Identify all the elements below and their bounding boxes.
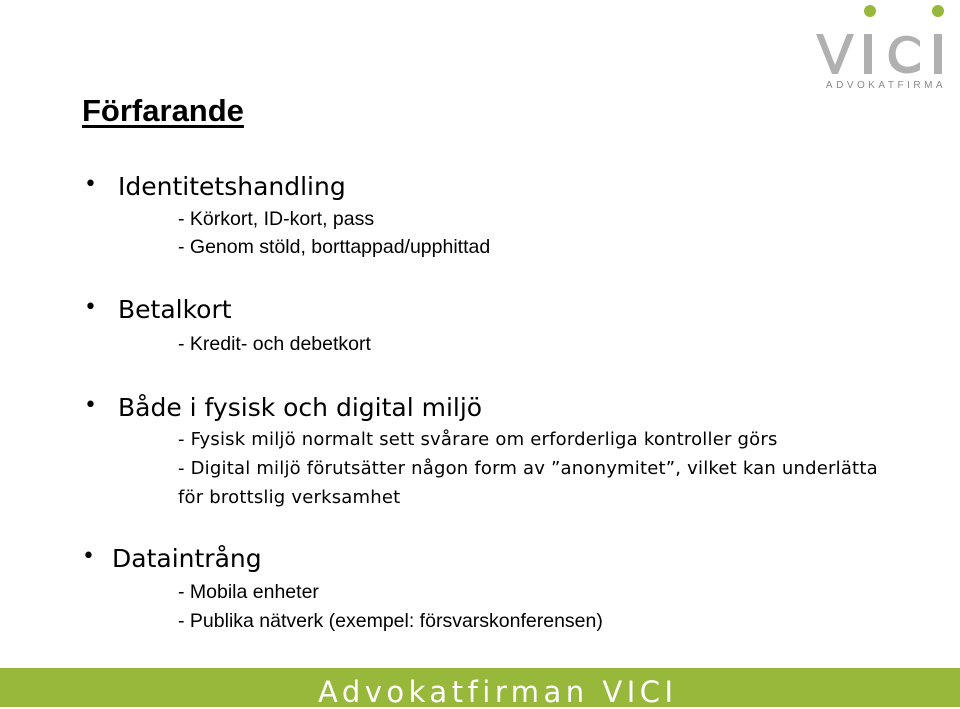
bullet-dot: • <box>82 544 95 569</box>
sub-item: för brottslig verksamhet <box>178 487 401 508</box>
vici-logo-mark <box>812 2 952 82</box>
bullet-betalkort <box>84 295 232 324</box>
bullet-identitetshandling <box>84 172 346 201</box>
sub-item: - Genom stöld, borttappad/upphittad <box>178 236 491 258</box>
bullet-dot: • <box>84 393 97 418</box>
sub-item: - Körkort, ID-kort, pass <box>178 208 375 230</box>
bullet-heading: Både i fysisk och digital miljö <box>118 393 483 422</box>
sub-item: - Publika nätverk (exempel: försvarskonferensen) <box>178 610 603 632</box>
bullet-heading: Betalkort <box>118 295 232 324</box>
sub-item: - Kredit- och debetkort <box>178 333 371 355</box>
footer-text: Advokatfirman VICI <box>318 675 678 709</box>
sub-item: - Mobila enheter <box>178 581 319 603</box>
slide-title: Förfarande <box>82 93 244 128</box>
sub-item: - Digital miljö förutsätter någon form av ”anonymitet”, vilket kan underlätta <box>178 458 878 479</box>
bullet-fysisk-digital <box>84 393 483 422</box>
bullet-dot: • <box>84 295 97 320</box>
logo-tagline: ADVOKATFIRMA <box>825 80 947 91</box>
bullet-heading: Dataintrång <box>112 544 262 573</box>
sub-item: - Fysisk miljö normalt sett svårare om erforderliga kontroller görs <box>178 429 778 450</box>
bullet-dataintrang <box>82 544 262 573</box>
bullet-heading: Identitetshandling <box>118 172 346 201</box>
bullet-dot: • <box>84 172 97 197</box>
